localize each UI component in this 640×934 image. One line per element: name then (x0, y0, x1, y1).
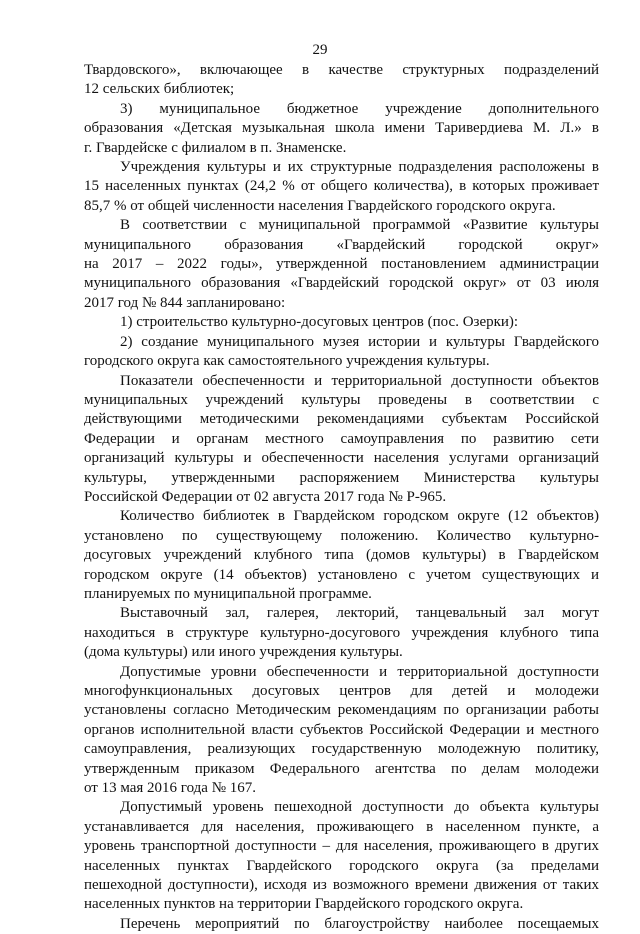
paragraph-p7 (84, 372, 599, 508)
text-line: планируемых по муниципальной программе. (84, 585, 372, 602)
text-line: 3) муниципальное бюджетное учреждение дополнительного (120, 100, 599, 117)
text-line: Допустимые уровни обеспеченности и территориальной доступности (120, 663, 599, 680)
text-line: В соответствии с муниципальной программой «Развитие культуры (120, 217, 599, 234)
text-line: устанавливается для населения, проживающего в населенном пункте, а (84, 818, 599, 835)
text-line: органов исполнительной власти субъектов Российской Федерации и местного (84, 721, 599, 738)
text-line: 2017 год № 844 запланировано: (84, 294, 286, 311)
text-line: на 2017 – 2022 годы», утвержденной постановлением администрации (84, 256, 599, 273)
text-line: Федерации и органам местного самоуправления по развитию сети (84, 430, 599, 447)
text-line: 12 сельских библиотек; (84, 81, 235, 98)
text-line: Показатели обеспеченности и территориальной доступности объектов (120, 372, 599, 389)
text-line: установлено по существующему положению. Количество культурно- (84, 527, 599, 544)
paragraph-p8 (84, 507, 599, 604)
paragraph-p9 (84, 604, 599, 662)
paragraph-p2 (84, 100, 599, 158)
paragraph-p1 (84, 61, 599, 100)
text-line: уровень транспортной доступности – для населения, проживающего в других (84, 838, 599, 855)
text-line: установлены согласно Методическим рекомендациям по организации работы (84, 702, 599, 719)
text-line: муниципальных учреждений культуры проведены в соответствии с (84, 391, 599, 408)
text-line: действующими методическими рекомендациями субъектам Российской (84, 411, 599, 428)
text-line: населенных пунктов на территории Гвардейского городского округа. (84, 896, 524, 913)
text-line: 85,7 % от общей численности населения Гвардейского городского округа. (84, 197, 556, 214)
text-line: культуры, утвержденными распоряжением Министерства культуры (84, 469, 599, 486)
text-line: городского округа как самостоятельного учреждения культуры. (84, 353, 490, 370)
text-line: населенных пунктах Гвардейского городского округа (за пределами (84, 857, 599, 874)
text-line: многофункциональных досуговых центров для детей и молодежи (84, 683, 599, 699)
text-line: Выставочный зал, галерея, лекторий, танцевальный зал могут (120, 605, 599, 622)
text-line: городском округе (14 объектов) установлено с учетом существующих и (84, 566, 599, 583)
paragraph-p6 (84, 333, 599, 372)
paragraph-p11 (84, 798, 599, 914)
text-line: Учреждения культуры и их структурные подразделения расположены в (120, 159, 599, 176)
text-line: пешеходной доступности), исходя из возможного времени движения от таких (84, 877, 599, 894)
text-line: (дома культуры) или иного учреждения культуры. (84, 644, 403, 661)
document-body (84, 61, 599, 934)
text-line: досуговых учреждений клубного типа (домов культуры) в Гвардейском (84, 547, 599, 564)
text-line: 15 населенных пунктах (24,2 % от общего количества), в которых проживает (84, 178, 599, 195)
text-line: самоуправления, реализующих государственную молодежную политику, (84, 741, 599, 758)
text-line: муниципального образования «Гвардейский городской округ» от 03 июля (84, 275, 599, 292)
text-line: Перечень мероприятий по благоустройству наиболее посещаемых (120, 915, 599, 932)
text-line: Российской Федерации от 02 августа 2017 года № Р-965. (84, 488, 447, 505)
paragraph-p12 (84, 915, 599, 934)
text-line: Количество библиотек в Гвардейском городском округе (12 объектов) (120, 508, 599, 525)
text-line: муниципального образования «Гвардейский городской округ» (84, 236, 599, 253)
text-line: находиться в структуре культурно-досугового учреждения клубного типа (84, 624, 599, 641)
page-number: 29 (312, 42, 328, 58)
paragraph-p5 (84, 313, 599, 332)
text-line: утвержденным приказом Федерального агентства по делам молодежи (84, 760, 599, 777)
text-line: Твардовского», включающее в качестве структурных подразделений (84, 62, 599, 78)
paragraph-p10 (84, 663, 599, 799)
text-line: г. Гвардейске с филиалом в п. Знаменске. (84, 139, 347, 156)
text-line: организаций культуры и обеспеченности населения услугами организаций (84, 450, 599, 467)
paragraph-p4 (84, 216, 599, 313)
text-line: 1) строительство культурно-досуговых центров (пос. Озерки): (120, 314, 519, 331)
text-line: Допустимый уровень пешеходной доступности до объекта культуры (120, 799, 599, 816)
text-line: от 13 мая 2016 года № 167. (84, 780, 257, 797)
text-line: образования «Детская музыкальная школа имени Таривердиева М. Л.» в (84, 120, 599, 137)
paragraph-p3 (84, 158, 599, 216)
text-line: 2) создание муниципального музея истории и культуры Гвардейского (120, 333, 599, 350)
